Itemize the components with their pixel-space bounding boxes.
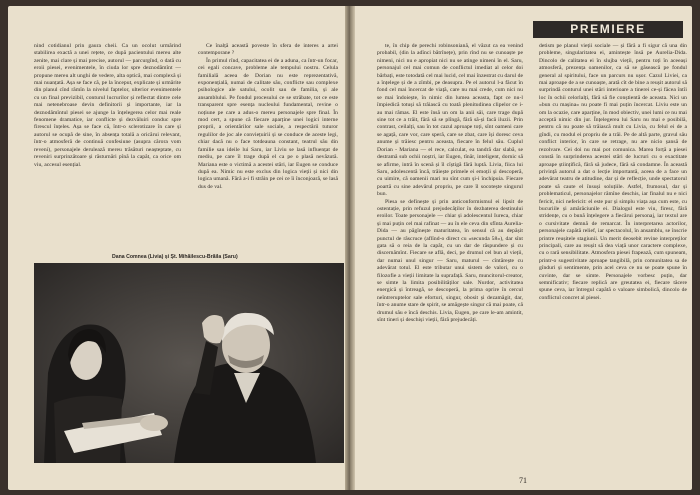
right-page xyxy=(355,6,692,490)
page-number: 71 xyxy=(519,476,527,485)
left-page-column-2 xyxy=(198,43,338,251)
left-page-column-1: nind cotidianul prin gaura cheii. Ca un ocolut urmărind stabilirea exactă a unei rețete, ce după pacientului mereu alte zenite, mai clare și mai precise, autorul — parcurgînd, o dată cu eroii piesei, evenimentele, în ciuda lor spre deznodămînt — propune mereu alt unghi de vedere, alta optică, mai complexă și mai nuanțată. Așa se face că, pe la început, explicate și urmărite din planul cînd rămîn la nivelul faptelor, ulterior evenimentele cu un final previzibil, conturul lucrurilor și reflectat dintre cele mai netenebroase devin definitorii și importante, iar la deznodămîntul piesei se ajunge la înțelegerea celor mai reale fenomene dramatice, iar conflicte și dezvăluiri conduc spre firescul înțeles. Așa se face că, într-o sclerotizare în care și autorul se ocupă de sine, în absența totală a oricărui relevant, într-o atmosferă de continuă confesiune (asupra cărora vom reveni), personajele derulează mereu trăsături neașteptate, cu reveniri surprinzătoare și răsturnări pînă la capăt, ca orice om viu, accesul esențial. xyxy=(34,43,181,168)
production-photo xyxy=(34,263,344,463)
left-page xyxy=(8,6,345,490)
paragraph: În primul rînd, capacitatea ei de a aduna, ca într-un focar, cei egali concave, probleme ale tempului nostru. Celula familială aceea de Dorian nu este reprezentativă, exponențială, numai de calitate său, conflicte sau complexe psihologice ale satului, ocolit sau de familia, și ale ansamblului. Pe fondul procesului ce se străbate, tot ce este transparent spre esența nucleului fundamental, revine o noțiune pe care a adus-o mereu personajele spre final. În mod cert, a spune că fiecare aparține unei logici interne proprii, a orientărilor sale sociale, a respectării tuturor regulilor de joc ale conviețuirii și se conduce de aceste legi, chiar dacă nu o face totdeauna constant, teatrul său din familie sau ideile lui Saru, iar Liviu se lasă influențat de mediu, pe care îl trage după el ca pe o plasă nevăzută. Mariana este o victimă a acestei stări, iar Eugen se conduce după ea. Nimic nu este exclus din logica vieții și nici din logica umană. Fără a-i fi străin pe cei ce îi înconjoară, se lasă dus de val. xyxy=(198,57,338,190)
section-header xyxy=(533,21,683,38)
photo-illustration xyxy=(34,263,344,463)
paragraph: Piesa se definește și prin anticonformismul ei lipsit de ostentație, prin refuzul prejudecăților în dezbaterea destinului eroilor. Toate personajele — chiar și adolescentul Iureca, chiar și mai puțin cel mai rafinat — au în ele ceva din sfînta Aurelia-Dida — au păgînește maturitatea, în sensul că au depășit punctul de răscruce (aflînd-o direct cu «secunda 58»), dar sînt gata să o reia de la capăt, cu un dar de răspundere și cu discernămînt. Fiecare se află, deci, pe drumul cel bun al vieții, dar numai unul singur — Saru, maturul — cîntărește cu adevărat totul. El este tributar unui sistem de valori, cu o filozofie a vieții limitate la suprafață. Saru, muncitorul-creator, se simte la limita posibilităților sale. Nurdor, activitatea energică și întreagă, se descoperă, la prima oprire în cercul neîntreruptelor sale eforturi, singur, obosit și dezamăgit, dar, într-o anume stare de spirit, se amăgește singur că mai poate, că drumul său e încă deschis. Livia, Eugen, pe care le-am amintit, sînt tineri și deschiși vieții, fără prejudecăți. xyxy=(377,198,523,324)
paragraph: Ce înalță această poveste în sfera de interes a artei contemporane ? xyxy=(198,43,338,57)
right-page-column-2: detism pe planul vieții sociale — și fără a fi sigur că una din probleme, singularitatea ei, amintește însă pe Aurelia-Dida. Dincolo de calitatea ei în slujba vieții, pentru toți în aceeași atmosferă, prezența oamenilor, ca să se găsească pe fondul general al spiritului, face un parcurs nu ușor. Cazul Liviei, ca mai aproape de a se cunoaște, arată cît de bine a reușit autorul să surprindă conturul unei stări interioare a tinerei ce-și făcea întîi loc în ochii celorlalți, fără să fie conștientă de aceasta. Nici un «bun cu mașina» nu poate fi mai puțin încercat. Liviu este un om la ocazie, care aparține, în mod obiectiv, unei lumi ce nu mai acceptă nimic din jur. Înțelegerea lui Saru nu mai e posibilă, pentru că nu poate să trăiască mult cu Livia, cu felul ei de a gîndi, cu modul ei propriu de a trăi. Pe de altă parte, gravul său conflict interior, în care se retrage, nu are nicio șansă de rezolvare. Cei doi nu mai pot comunica. Marea forță a piesei constă în surprinderea acestei stări de lucruri cu o exactitate aproape științifică, fără să judece, fără să condamne. În această privință autorul a dat o lecție importantă, aceea de a face un adevărat teatru de atitudine, dar și de reflecție, unde spectatorul poate să caute el însuși soluțiile. Astfel, frumosul, dar și problematicul, personajelor rămîne deschis, iar finalul nu e nici fericit, nici nefericit: el este pur și simplu viața așa cum este, cu bucuriile și amărăciunile ei. Dialogul este viu, firesc, fără stridențe, cu o bună înțelegere a fiecărui personaj, iar textul are o cursivitate demnă de remarcat. În interpretarea actorilor, personajele capătă relief, iar spectacolul, în ansamblu, se înscrie printre reușitele stagiunii. Un merit deosebit revine interpreților principali, care au reușit să dea viață unor caractere complexe, cu o rară sensibilitate. Atmosfera piesei frapează, cum spuneam, printr-o sugestivitate aproape tangibilă, prin comunitatea sa de gînduri și sentimente, prin acel ceva ce nu se poate spune în cuvinte, dar se simte. Personajele vorbesc puțin, dar semnificativ; fiecare replică are greutatea ei, fiecare tăcere spune ceva, iar întregul capătă o valoare simbolică, dincolo de conflictul concret al piesei. xyxy=(539,43,687,301)
photo-caption: Dana Comnea (Livia) și Șt. Mihăilescu-Brăila (Saru) xyxy=(112,254,238,260)
book-gutter xyxy=(345,6,355,490)
section-title: PREMIERE xyxy=(570,22,646,36)
right-page-column-1 xyxy=(377,43,523,466)
paragraph: te, în chip de perechi robinsoniană, el văzut ca ea venind probabil, (din la adînci bătrînețe), prin rînd nu se cunoaște pe nimeni, nici nu e apropiat nici nu se atinge nimeni în el. Saru, personajul cel mai comun de conflictul imediat al celor doi bărbați, este totodată cel mai lucid, cel mai înzestrat cu darul de a înțelege și de a zîmbi, pe deasupra. Pe el autorul l-a făcut în fond cel mai încercat de viață, care nu mai crede, cum nici nu se mai îndoiește, în nimic din lumea aceasta, fapt ce nu-l împiedică totuși să trăiască cu toată plenitudinea clipelor ce i-au mai rămas. El este însă un om la anii săi, care trage după sine tot ce a trăit, fără să se plîngă, fără să-și facă iluzii. Prin contrast, ceilalți, sau în tot cazul aproape toți, sînt oameni care se agață, care vor, care speră, care se zbat, care își doresc ceva anume și trăiesc pentru aceasta, fiecare în felul său. Cuplul Dorian - Mariana — el rece, calculat, ea tandră dar slabă, se destramă sub ochii noștri, iar Eugen, tînăr, inteligent, dornic să se afirme, intră în scenă și îl cîștigă fără luptă. Livia, fiica lui Saru, adolescentă încă, trăiește primele ei emoții și descoperă, cu uimire, că oamenii mari nu sînt cum și-i închipuia. Fiecare poartă cu sine adevărul propriu, pe care îl socotește singurul bun. xyxy=(377,43,523,198)
